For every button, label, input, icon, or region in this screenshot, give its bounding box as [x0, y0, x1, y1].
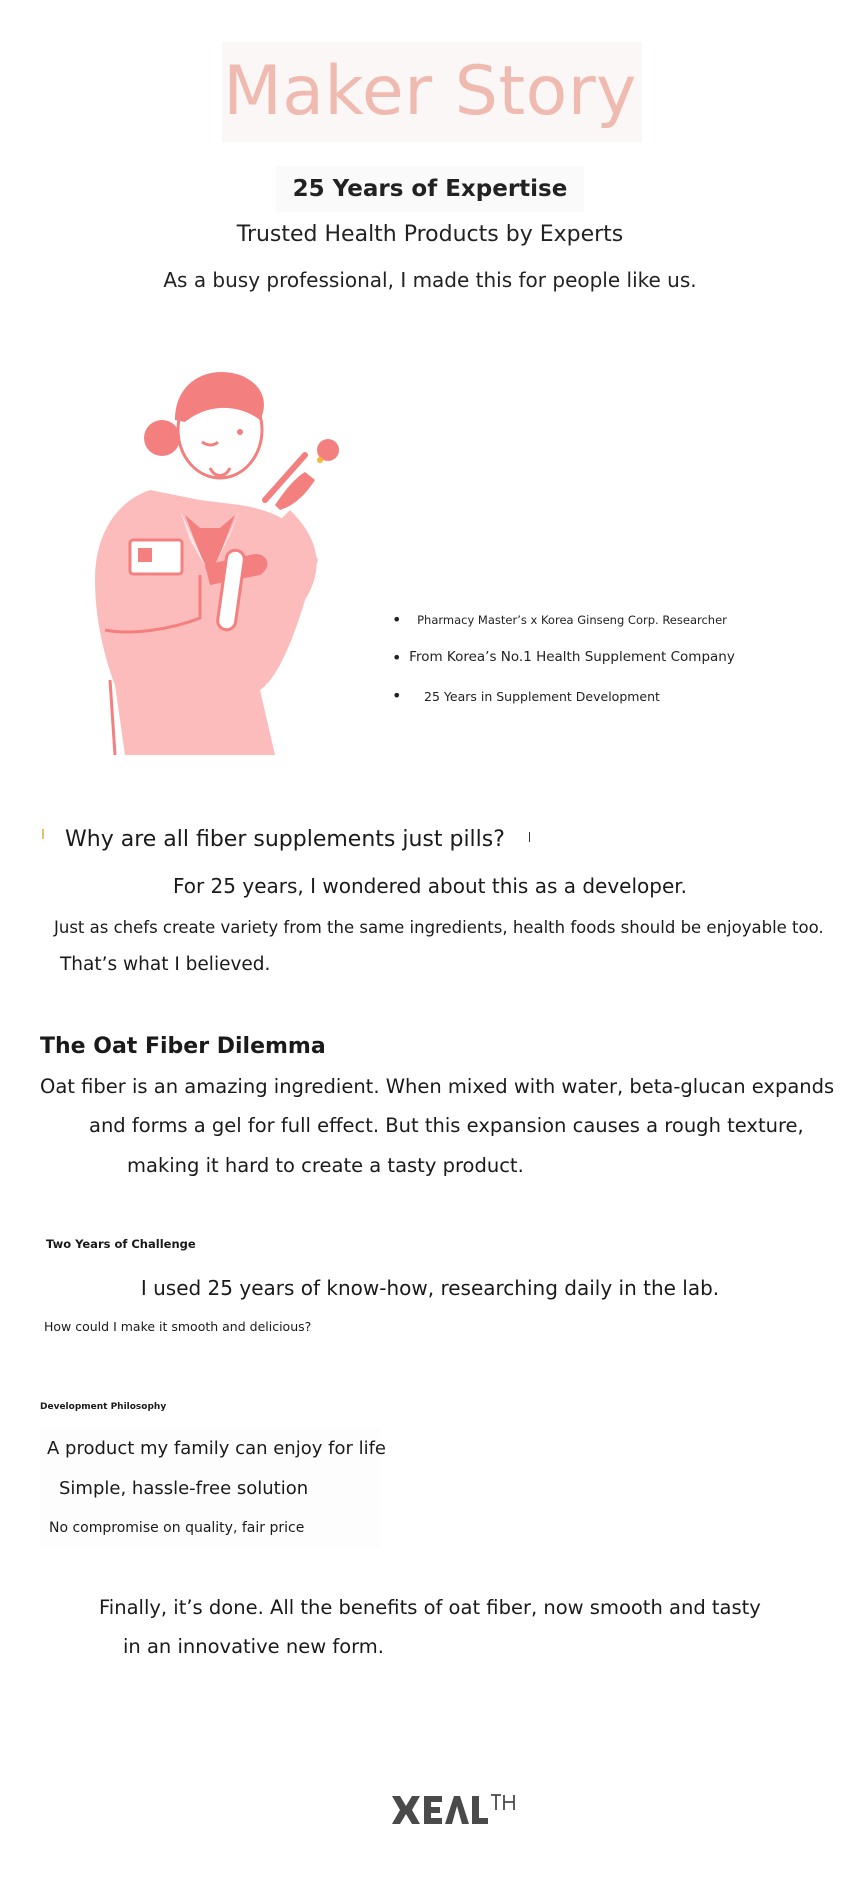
- oat-paragraph-line: Oat fiber is an amazing ingredient. When mixed with water, beta-glucan expands: [40, 1075, 835, 1098]
- bullet-icon: •: [392, 686, 402, 705]
- philosophy-item: A product my family can enjoy for life: [47, 1438, 386, 1459]
- text-cursor: [529, 832, 530, 842]
- bullet-icon: •: [392, 610, 402, 629]
- challenge-heading: Two Years of Challenge: [46, 1237, 196, 1251]
- why-line: For 25 years, I wondered about this as a developer.: [172, 874, 688, 898]
- philosophy-item: Simple, hassle-free solution: [59, 1478, 309, 1499]
- oat-paragraph-line: making it hard to create a tasty product.: [127, 1154, 524, 1177]
- challenge-line: I used 25 years of know-how, researching daily in the lab.: [140, 1276, 720, 1300]
- philosophy-item: No compromise on quality, fair price: [49, 1520, 305, 1536]
- oat-heading: The Oat Fiber Dilemma: [40, 1034, 326, 1059]
- why-line: That’s what I believed.: [60, 954, 271, 975]
- page-subtitle: 25 Years of Expertise: [292, 176, 568, 202]
- oat-paragraph-line: and forms a gel for full effect. But this expansion causes a rough texture,: [89, 1114, 804, 1137]
- why-line: Just as chefs create variety from the same ingredients, health foods should be enjoyable too.: [54, 918, 824, 937]
- tagline: Trusted Health Products by Experts: [236, 222, 624, 247]
- challenge-line: How could I make it smooth and delicious?: [44, 1319, 312, 1334]
- finale-line: in an innovative new form.: [123, 1635, 385, 1658]
- finale-line: Finally, it’s done. All the benefits of oat fiber, now smooth and tasty: [99, 1596, 761, 1619]
- intro-text: As a busy professional, I made this for people like us.: [163, 268, 697, 292]
- why-heading: Why are all fiber supplements just pills?: [65, 827, 505, 852]
- bullet-icon: •: [392, 648, 402, 667]
- accent-bar: [42, 829, 44, 839]
- brand-logo: [390, 1790, 520, 1830]
- page-title: Maker Story: [223, 52, 637, 131]
- philosophy-heading: Development Philosophy: [40, 1402, 167, 1412]
